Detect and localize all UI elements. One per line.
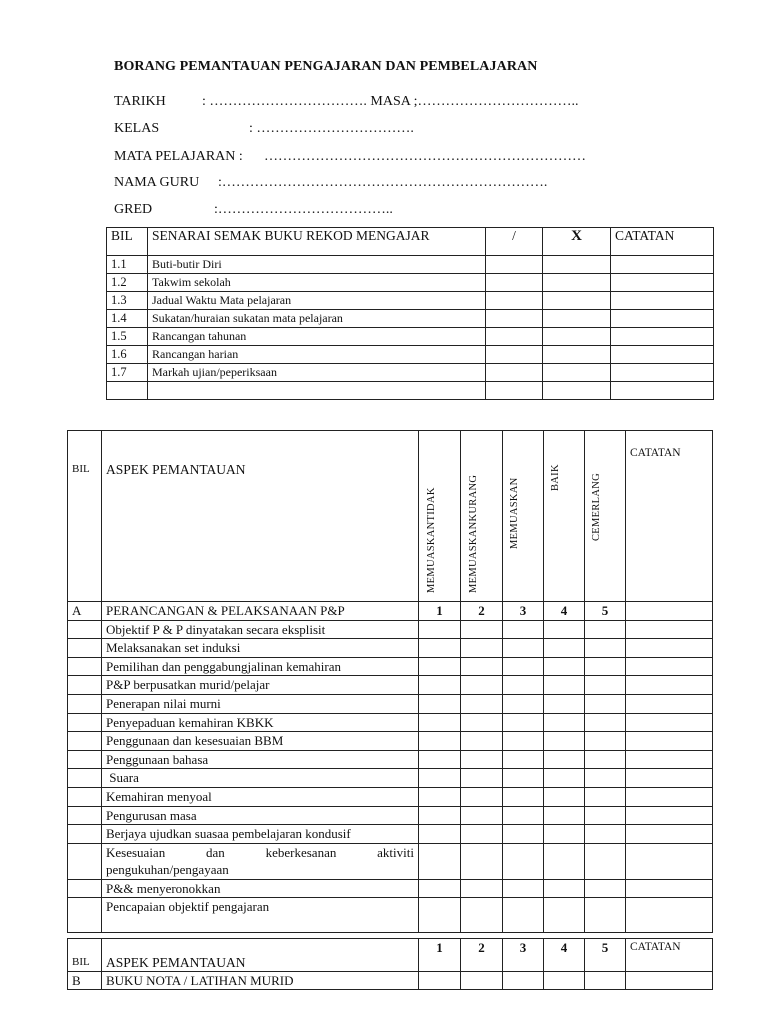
rating-cell[interactable]: [503, 843, 544, 879]
table-row: [68, 657, 713, 676]
tick-cell[interactable]: [486, 256, 543, 274]
rating-cell[interactable]: [585, 657, 626, 676]
scale-4: 4: [544, 602, 585, 621]
table-row: [107, 256, 714, 274]
tick-cell[interactable]: [486, 274, 543, 292]
tick-cell[interactable]: [486, 346, 543, 364]
row-bil: 1.4: [107, 310, 148, 328]
table-row: [107, 328, 714, 346]
cross-cell[interactable]: [543, 292, 611, 310]
cross-cell[interactable]: [543, 346, 611, 364]
rating-cell[interactable]: [544, 694, 585, 713]
kelas-blank[interactable]: : …………………………….: [249, 121, 414, 136]
aspek-item: Penerapan nilai murni: [102, 694, 419, 713]
mata-pelajaran-blank[interactable]: ……………………………………………………………: [264, 149, 586, 164]
field-gred: [114, 202, 393, 218]
scale-1: 1: [419, 602, 461, 621]
table-row: [107, 292, 714, 310]
nama-guru-blank[interactable]: :…………………………………………………………….: [218, 175, 548, 190]
rating-cell[interactable]: [419, 657, 461, 676]
aspek-item: Kemahiran menyoal: [102, 787, 419, 806]
field-nama-guru: [114, 175, 548, 191]
aspek-b-header-row: [68, 939, 713, 972]
row-item: Sukatan/huraian sukatan mata pelajaran: [148, 310, 486, 328]
rating-cell[interactable]: [461, 843, 503, 879]
catatan-cell[interactable]: [626, 639, 713, 658]
catatan-cell[interactable]: [626, 787, 713, 806]
aspek-item: P&& menyeronokkan: [102, 879, 419, 898]
cross-cell[interactable]: [543, 256, 611, 274]
rating-cell[interactable]: [503, 657, 544, 676]
rating-cell[interactable]: [585, 750, 626, 769]
table-row: [68, 750, 713, 769]
aspek-item: Penggunaan dan kesesuaian BBM: [102, 732, 419, 751]
senarai-header: SENARAI SEMAK BUKU REKOD MENGAJAR: [148, 228, 486, 256]
rating-cell[interactable]: [419, 898, 461, 933]
tick-cell[interactable]: [486, 382, 543, 400]
cross-cell[interactable]: [543, 382, 611, 400]
rating-cell[interactable]: [585, 732, 626, 751]
rating-cell[interactable]: [585, 879, 626, 898]
table-row: [107, 274, 714, 292]
catatan-cell[interactable]: [611, 310, 714, 328]
rating-cell[interactable]: [419, 713, 461, 732]
aspek-item: Suara: [102, 769, 419, 788]
rating-cell[interactable]: [461, 694, 503, 713]
catatan-cell[interactable]: [626, 713, 713, 732]
rating-cell[interactable]: [419, 972, 461, 990]
table-row: [68, 676, 713, 695]
rating-cell[interactable]: [419, 676, 461, 695]
rating-cell[interactable]: [461, 639, 503, 658]
scale-3: 3: [503, 939, 544, 972]
table-row: [107, 310, 714, 328]
catatan-cell[interactable]: [611, 256, 714, 274]
aspek-item: Pemilihan dan penggabungjalinan kemahiran: [102, 657, 419, 676]
row-item: Buti-butir Diri: [148, 256, 486, 274]
gred-blank[interactable]: :………………………………..: [214, 202, 393, 217]
rating-cell[interactable]: [419, 843, 461, 879]
rating-cell[interactable]: [585, 843, 626, 879]
table-row: [68, 879, 713, 898]
row-item: Jadual Waktu Mata pelajaran: [148, 292, 486, 310]
aspek-item: Penggunaan bahasa: [102, 750, 419, 769]
rating-cell[interactable]: [419, 620, 461, 639]
aspek-item: Melaksanakan set induksi: [102, 639, 419, 658]
rating-cell[interactable]: [419, 879, 461, 898]
row-bil: 1.5: [107, 328, 148, 346]
gred-label: GRED: [114, 202, 153, 217]
rating-cell[interactable]: [585, 825, 626, 844]
table-row: [107, 346, 714, 364]
rating-cell[interactable]: [461, 806, 503, 825]
rating-cell[interactable]: [419, 769, 461, 788]
scale-2: 2: [461, 602, 503, 621]
table-row: [68, 898, 713, 933]
form-title: BORANG PEMANTAUAN PENGAJARAN DAN PEMBELAJARAN: [114, 59, 538, 74]
table-row: [68, 620, 713, 639]
rating-cell[interactable]: [503, 694, 544, 713]
rating-cell[interactable]: [585, 676, 626, 695]
rating-cell[interactable]: [585, 972, 626, 990]
rating-cell[interactable]: [419, 787, 461, 806]
row-item: Rancangan tahunan: [148, 328, 486, 346]
catatan-cell[interactable]: [626, 620, 713, 639]
tick-cell[interactable]: [486, 364, 543, 382]
rating-cell[interactable]: [544, 713, 585, 732]
rating-cell[interactable]: [503, 639, 544, 658]
rating-cell[interactable]: [419, 694, 461, 713]
rating-cell[interactable]: [503, 898, 544, 933]
rating-cell[interactable]: [419, 732, 461, 751]
rating-cell[interactable]: [585, 898, 626, 933]
rating-cell[interactable]: [585, 694, 626, 713]
aspek-item: Objektif P & P dinyatakan secara eksplisit: [102, 620, 419, 639]
aspek-item: P&P berpusatkan murid/pelajar: [102, 676, 419, 695]
rating-cell[interactable]: [503, 787, 544, 806]
rating-cell[interactable]: [503, 825, 544, 844]
catatan-cell[interactable]: [626, 843, 713, 879]
cross-cell[interactable]: [543, 364, 611, 382]
rating-header-2: [461, 431, 503, 602]
rating-cell[interactable]: [503, 769, 544, 788]
rating-cell[interactable]: [585, 769, 626, 788]
rating-cell[interactable]: [544, 787, 585, 806]
table-row: [68, 694, 713, 713]
catatan-header: CATATAN: [626, 431, 713, 602]
rating-cell[interactable]: [585, 787, 626, 806]
rating-cell[interactable]: [544, 806, 585, 825]
table-row: [107, 382, 714, 400]
rating-label: MEMUASKANTIDAK: [425, 487, 437, 593]
aspek-item: Berjaya ujudkan suasaa pembelajaran kondusif: [102, 825, 419, 844]
aspek-item: Pengurusan masa: [102, 806, 419, 825]
rating-cell[interactable]: [544, 843, 585, 879]
row-item[interactable]: [148, 382, 486, 400]
rating-header-4: [544, 431, 585, 602]
table-row: [68, 732, 713, 751]
rating-cell[interactable]: [503, 972, 544, 990]
rating-cell[interactable]: [585, 806, 626, 825]
bil-header: BIL: [107, 228, 148, 256]
catatan-cell[interactable]: [611, 274, 714, 292]
nama-guru-label: NAMA GURU: [114, 175, 200, 190]
catatan-cell[interactable]: [626, 657, 713, 676]
catatan-cell[interactable]: [626, 898, 713, 933]
rating-cell[interactable]: [585, 620, 626, 639]
aspek-item: Kesesuaian dan keberkesanan aktiviti pengukuhan/pengayaan: [102, 843, 419, 879]
cross-header: X: [543, 228, 611, 256]
aspek-header: ASPEK PEMANTAUAN: [102, 431, 419, 602]
rating-cell[interactable]: [544, 750, 585, 769]
scale-1: 1: [419, 939, 461, 972]
rating-cell[interactable]: [461, 879, 503, 898]
rating-cell[interactable]: [544, 898, 585, 933]
table-row: [68, 825, 713, 844]
rating-cell[interactable]: [503, 713, 544, 732]
field-kelas: [114, 121, 414, 137]
cross-cell[interactable]: [543, 310, 611, 328]
rating-cell[interactable]: [544, 676, 585, 695]
tick-header: /: [486, 228, 543, 256]
tarikh-masa-blank[interactable]: : ……………………………. MASA ;……………………………..: [202, 94, 579, 109]
bil-header: BIL: [68, 431, 102, 602]
rating-cell[interactable]: [503, 879, 544, 898]
catatan-header: CATATAN: [611, 228, 714, 256]
checklist-header-row: [107, 228, 714, 256]
table-row: [107, 364, 714, 382]
catatan-cell[interactable]: [611, 364, 714, 382]
row-bil: 1.7: [107, 364, 148, 382]
rating-cell[interactable]: [461, 676, 503, 695]
row-bil: 1.1: [107, 256, 148, 274]
table-row: [68, 713, 713, 732]
rating-label: MEMUASKANKURANG: [467, 474, 479, 593]
rating-cell[interactable]: [503, 806, 544, 825]
field-mata-pelajaran: [114, 149, 586, 165]
rating-cell[interactable]: [419, 639, 461, 658]
rating-cell[interactable]: [461, 732, 503, 751]
rating-cell[interactable]: [544, 879, 585, 898]
catatan-cell[interactable]: [626, 732, 713, 751]
row-item: Takwim sekolah: [148, 274, 486, 292]
scale-4: 4: [544, 939, 585, 972]
rating-cell[interactable]: [503, 620, 544, 639]
rating-header-3: [503, 431, 544, 602]
rating-label: BAIK: [550, 464, 561, 491]
rating-cell[interactable]: [503, 676, 544, 695]
cross-cell[interactable]: [543, 328, 611, 346]
rating-label: CEMERLANG: [591, 472, 602, 541]
rating-cell[interactable]: [544, 972, 585, 990]
aspek-b-table: [67, 938, 713, 990]
scale-2: 2: [461, 939, 503, 972]
catatan-cell[interactable]: [611, 328, 714, 346]
catatan-cell[interactable]: [611, 346, 714, 364]
row-bil: [107, 382, 148, 400]
rating-label: MEMUASKAN: [509, 477, 520, 549]
rating-cell[interactable]: [544, 769, 585, 788]
catatan-cell[interactable]: [626, 750, 713, 769]
catatan-cell[interactable]: [626, 972, 713, 990]
rating-cell[interactable]: [585, 713, 626, 732]
rating-cell[interactable]: [461, 657, 503, 676]
row-item: Rancangan harian: [148, 346, 486, 364]
table-row: [68, 806, 713, 825]
rating-cell[interactable]: [461, 898, 503, 933]
rating-cell[interactable]: [419, 825, 461, 844]
scale-5: 5: [585, 602, 626, 621]
aspek-item: Penyepaduan kemahiran KBKK: [102, 713, 419, 732]
rating-cell[interactable]: [461, 750, 503, 769]
catatan-cell[interactable]: [626, 769, 713, 788]
table-row: [68, 639, 713, 658]
section-row: [68, 602, 713, 621]
scale-3: 3: [503, 602, 544, 621]
row-bil: 1.3: [107, 292, 148, 310]
rating-cell[interactable]: [461, 825, 503, 844]
rating-cell[interactable]: [461, 769, 503, 788]
table-row: [68, 843, 713, 879]
field-tarikh: [114, 94, 579, 110]
section-bil: B: [68, 972, 102, 990]
rating-cell[interactable]: [419, 806, 461, 825]
rating-cell[interactable]: [461, 787, 503, 806]
section-title: PERANCANGAN & PELAKSANAAN P&P: [102, 602, 419, 621]
rating-cell[interactable]: [544, 732, 585, 751]
tick-cell[interactable]: [486, 328, 543, 346]
table-row: [68, 769, 713, 788]
section-title: BUKU NOTA / LATIHAN MURID: [102, 972, 419, 990]
catatan-cell[interactable]: [626, 676, 713, 695]
table-row: [68, 787, 713, 806]
rating-cell[interactable]: [461, 972, 503, 990]
rating-cell[interactable]: [544, 620, 585, 639]
scale-5: 5: [585, 939, 626, 972]
row-item: Markah ujian/peperiksaan: [148, 364, 486, 382]
aspek-item: Pencapaian objektif pengajaran: [102, 898, 419, 933]
rating-cell[interactable]: [544, 639, 585, 658]
rating-header-1: [419, 431, 461, 602]
catatan-cell[interactable]: [611, 292, 714, 310]
aspek-header: ASPEK PEMANTAUAN: [102, 939, 419, 972]
tarikh-label: TARIKH: [114, 94, 166, 109]
catatan-cell[interactable]: [626, 879, 713, 898]
rating-cell[interactable]: [544, 825, 585, 844]
rating-cell[interactable]: [461, 713, 503, 732]
catatan-header: CATATAN: [626, 939, 713, 972]
rating-cell[interactable]: [419, 750, 461, 769]
catatan-cell[interactable]: [626, 694, 713, 713]
row-bil: 1.6: [107, 346, 148, 364]
rating-cell[interactable]: [585, 639, 626, 658]
catatan-cell[interactable]: [626, 806, 713, 825]
cross-cell[interactable]: [543, 274, 611, 292]
tick-cell[interactable]: [486, 310, 543, 328]
section-bil: A: [68, 602, 102, 621]
rating-cell[interactable]: [503, 732, 544, 751]
section-row: [68, 972, 713, 990]
rating-cell[interactable]: [503, 750, 544, 769]
aspek-a-table: [67, 430, 713, 933]
rating-cell[interactable]: [461, 620, 503, 639]
tick-cell[interactable]: [486, 292, 543, 310]
rating-cell[interactable]: [544, 657, 585, 676]
mata-pelajaran-label: MATA PELAJARAN :: [114, 149, 243, 164]
bil-header: BIL: [68, 939, 102, 972]
checklist-table: [106, 227, 714, 400]
catatan-cell[interactable]: [611, 382, 714, 400]
catatan-cell[interactable]: [626, 825, 713, 844]
aspek-a-header-row: [68, 431, 713, 602]
kelas-label: KELAS: [114, 121, 160, 136]
catatan-cell[interactable]: [626, 602, 713, 621]
rating-header-5: [585, 431, 626, 602]
row-bil: 1.2: [107, 274, 148, 292]
